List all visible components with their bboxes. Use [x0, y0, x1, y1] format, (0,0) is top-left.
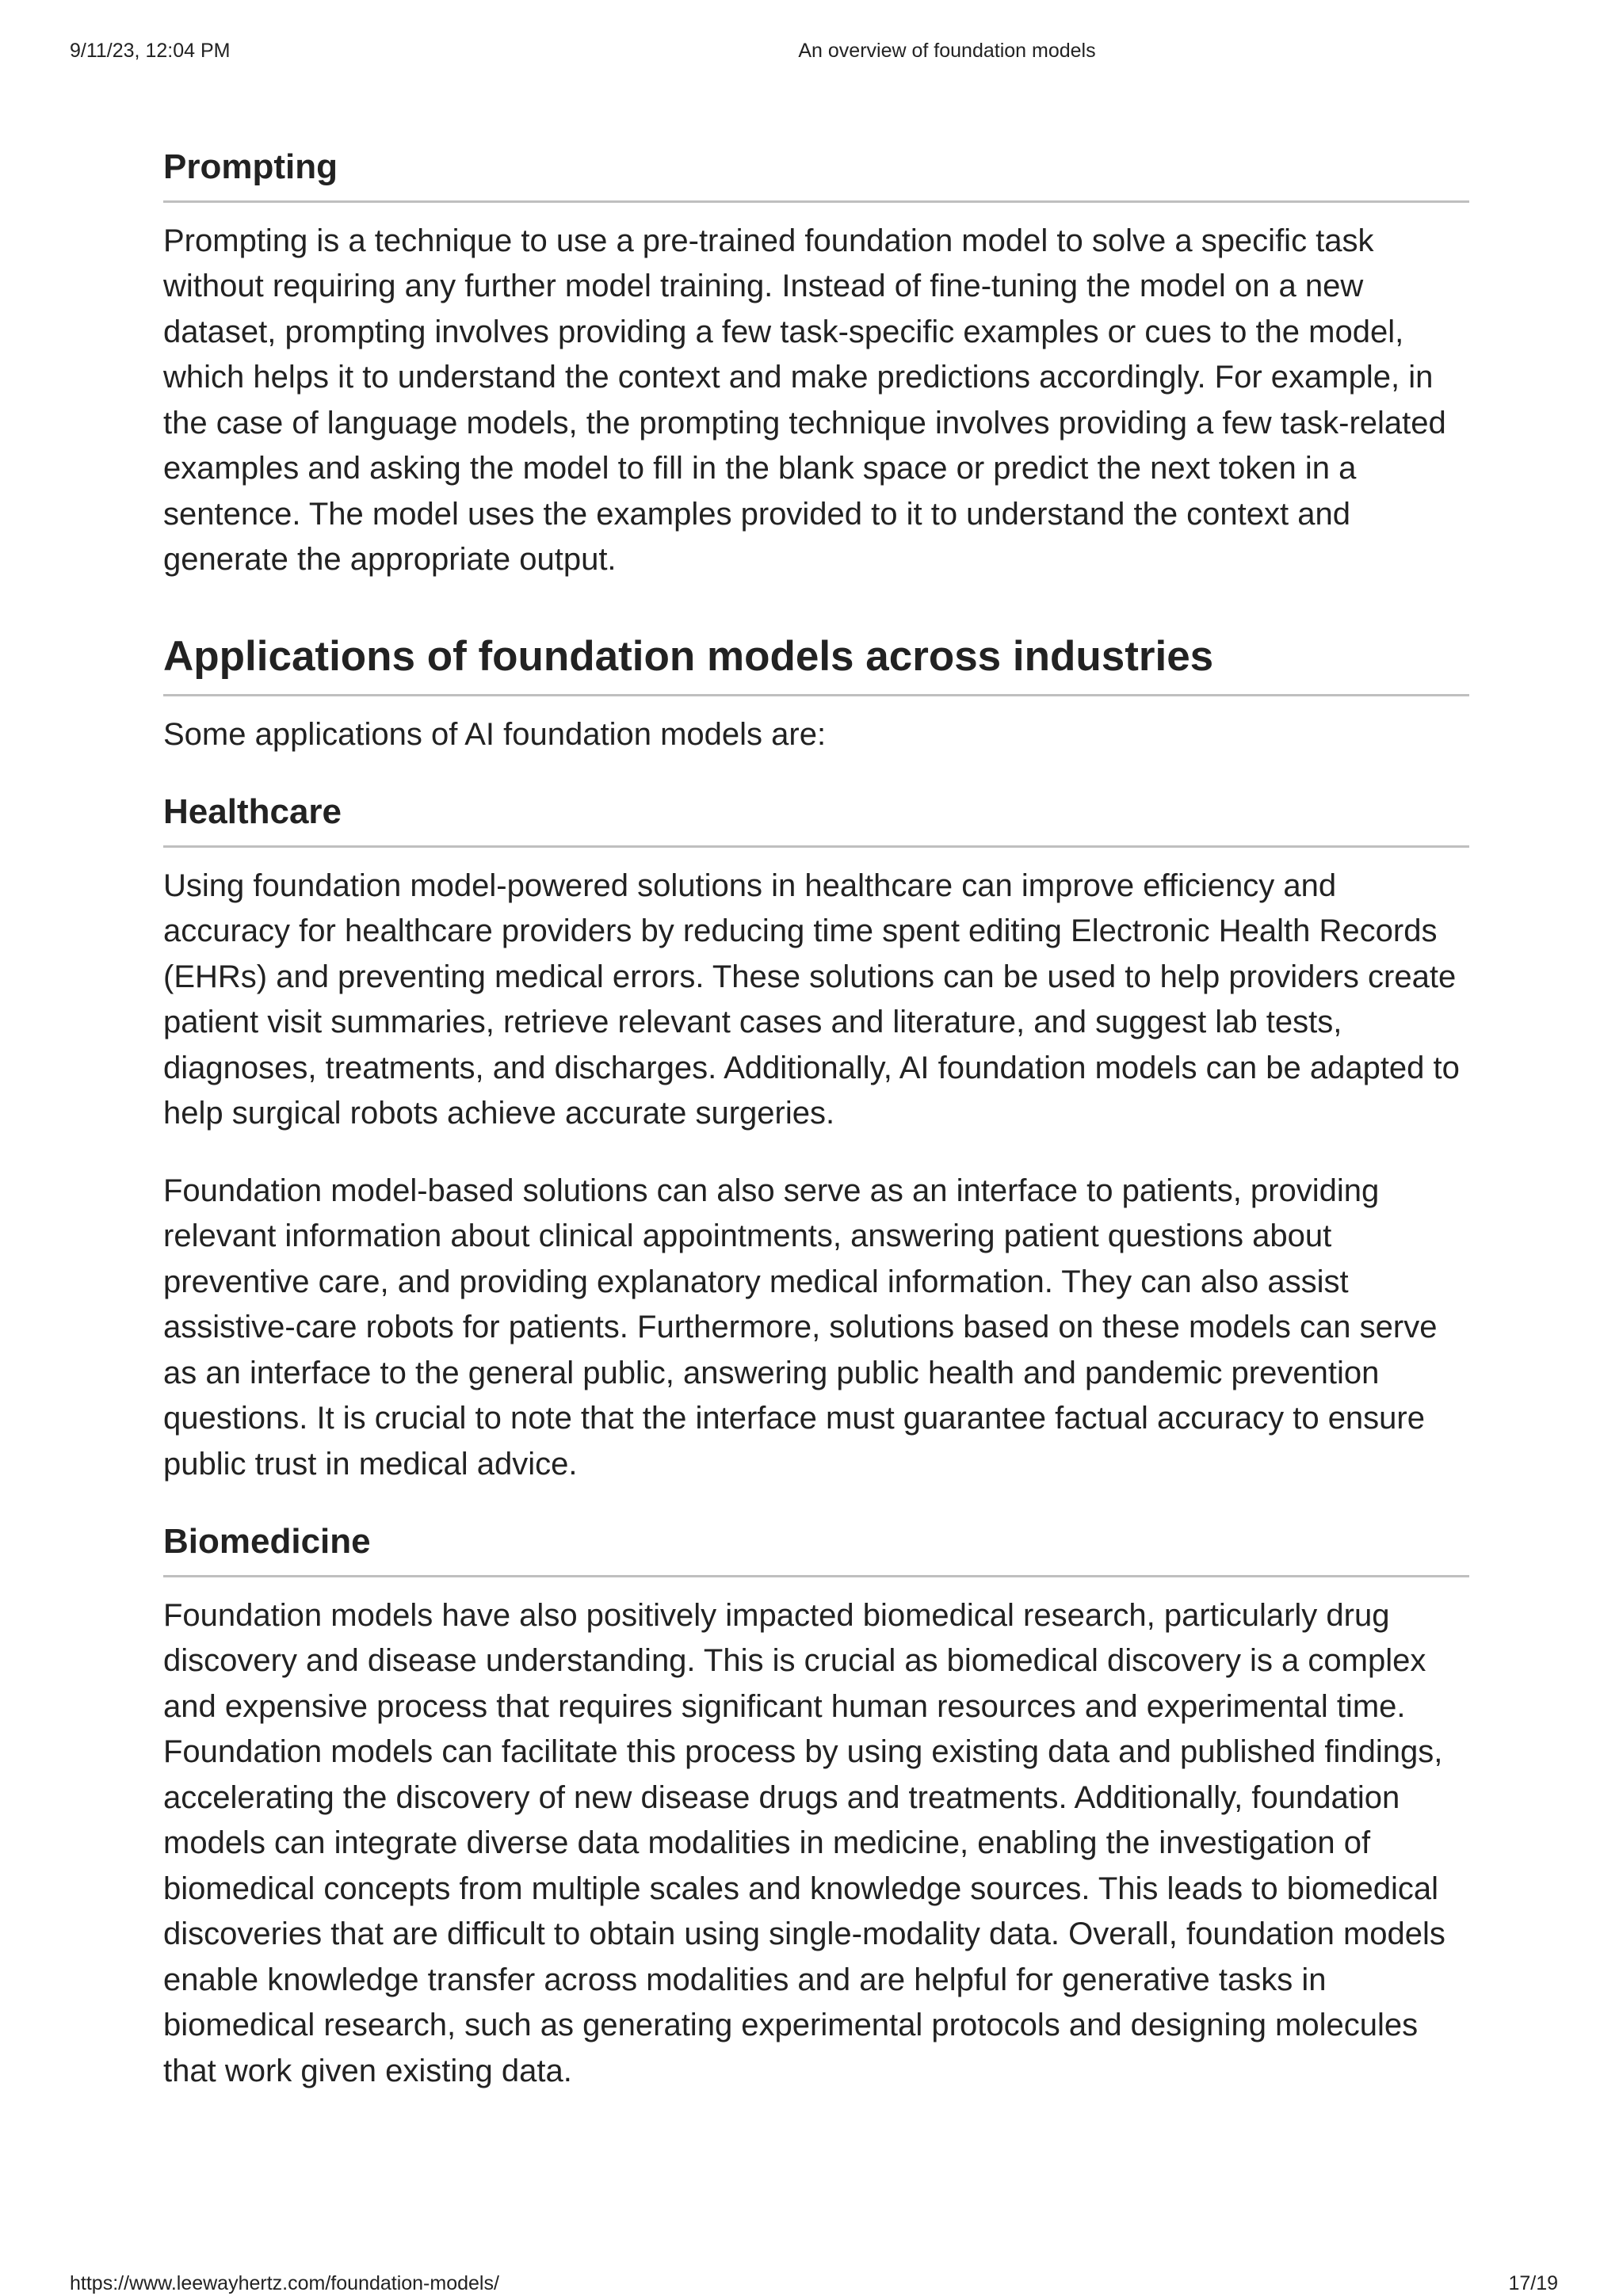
paragraph-applications-intro: Some applications of AI foundation models are:	[163, 716, 827, 752]
article-content	[163, 147, 1469, 2094]
paragraph-prompting: Prompting is a technique to use a pre-trained foundation model to solve a specific task without requiring any further model training. Instead of fine-tuning the model on a new dataset, prompting involves providing a few task-specific examples or cues to the model, which helps it to understand the context and make predictions accordingly. For example, in the case of language models, the prompting technique involves providing a few task-related examples and asking the model to fill in the blank space or predict the next token in a sentence. The model uses the examples provided to it to understand the context and generate the appropriate output.	[163, 223, 1446, 578]
section-heading-biomedicine: Biomedicine	[163, 1522, 1469, 1577]
section-heading-applications: Applications of foundation models across industries	[163, 633, 1469, 696]
print-date: 9/11/23, 12:04 PM	[70, 40, 231, 62]
paragraph-biomedicine: Foundation models have also positively impacted biomedical research, particularly drug discovery and disease understanding. This is crucial as biomedical discovery is a complex and expensive process that requires significant human resources and experimental time. Foundation models can facilitate this process by using existing data and published findings, accelerating the discovery of new disease drugs and treatments. Additionally, foundation models can integrate diverse data modalities in medicine, enabling the investigation of biomedical concepts from multiple scales and knowledge sources. This leads to biomedical discoveries that are difficult to obtain using single-modality data. Overall, foundation models enable knowledge transfer across modalities and are helpful for generative tasks in biomedical research, such as generating experimental protocols and designing molecules that work given existing data.	[163, 1597, 1445, 2088]
print-url: https://www.leewayhertz.com/foundation-models/	[70, 2272, 499, 2294]
print-page-title: An overview of foundation models	[798, 40, 1096, 62]
section-heading-prompting: Prompting	[163, 147, 1469, 203]
paragraph-healthcare-2: Foundation model-based solutions can also serve as an interface to patients, providing relevant information about clinical appointments, answering patient questions about preventive care, and providing explanatory medical information. They can also assist assistive-care robots for patients. Furthermore, solutions based on these models can serve as an interface to the general public, answering public health and pandemic prevention questions. It is crucial to note that the interface must guarantee factual accuracy to ensure public trust in medical advice.	[163, 1173, 1438, 1482]
section-heading-healthcare: Healthcare	[163, 792, 1469, 848]
paragraph-healthcare-1: Using foundation model-powered solutions in healthcare can improve efficiency and accuracy for healthcare providers by reducing time spent editing Electronic Health Records (EHRs) and preventing medical errors. These solutions can be used to help providers create patient visit summaries, retrieve relevant cases and literature, and suggest lab tests, diagnoses, treatments, and discharges. Additionally, AI foundation models can be adapted to help surgical robots achieve accurate surgeries.	[163, 868, 1460, 1131]
page-number: 17/19	[1508, 2272, 1558, 2294]
print-header	[0, 40, 1623, 68]
